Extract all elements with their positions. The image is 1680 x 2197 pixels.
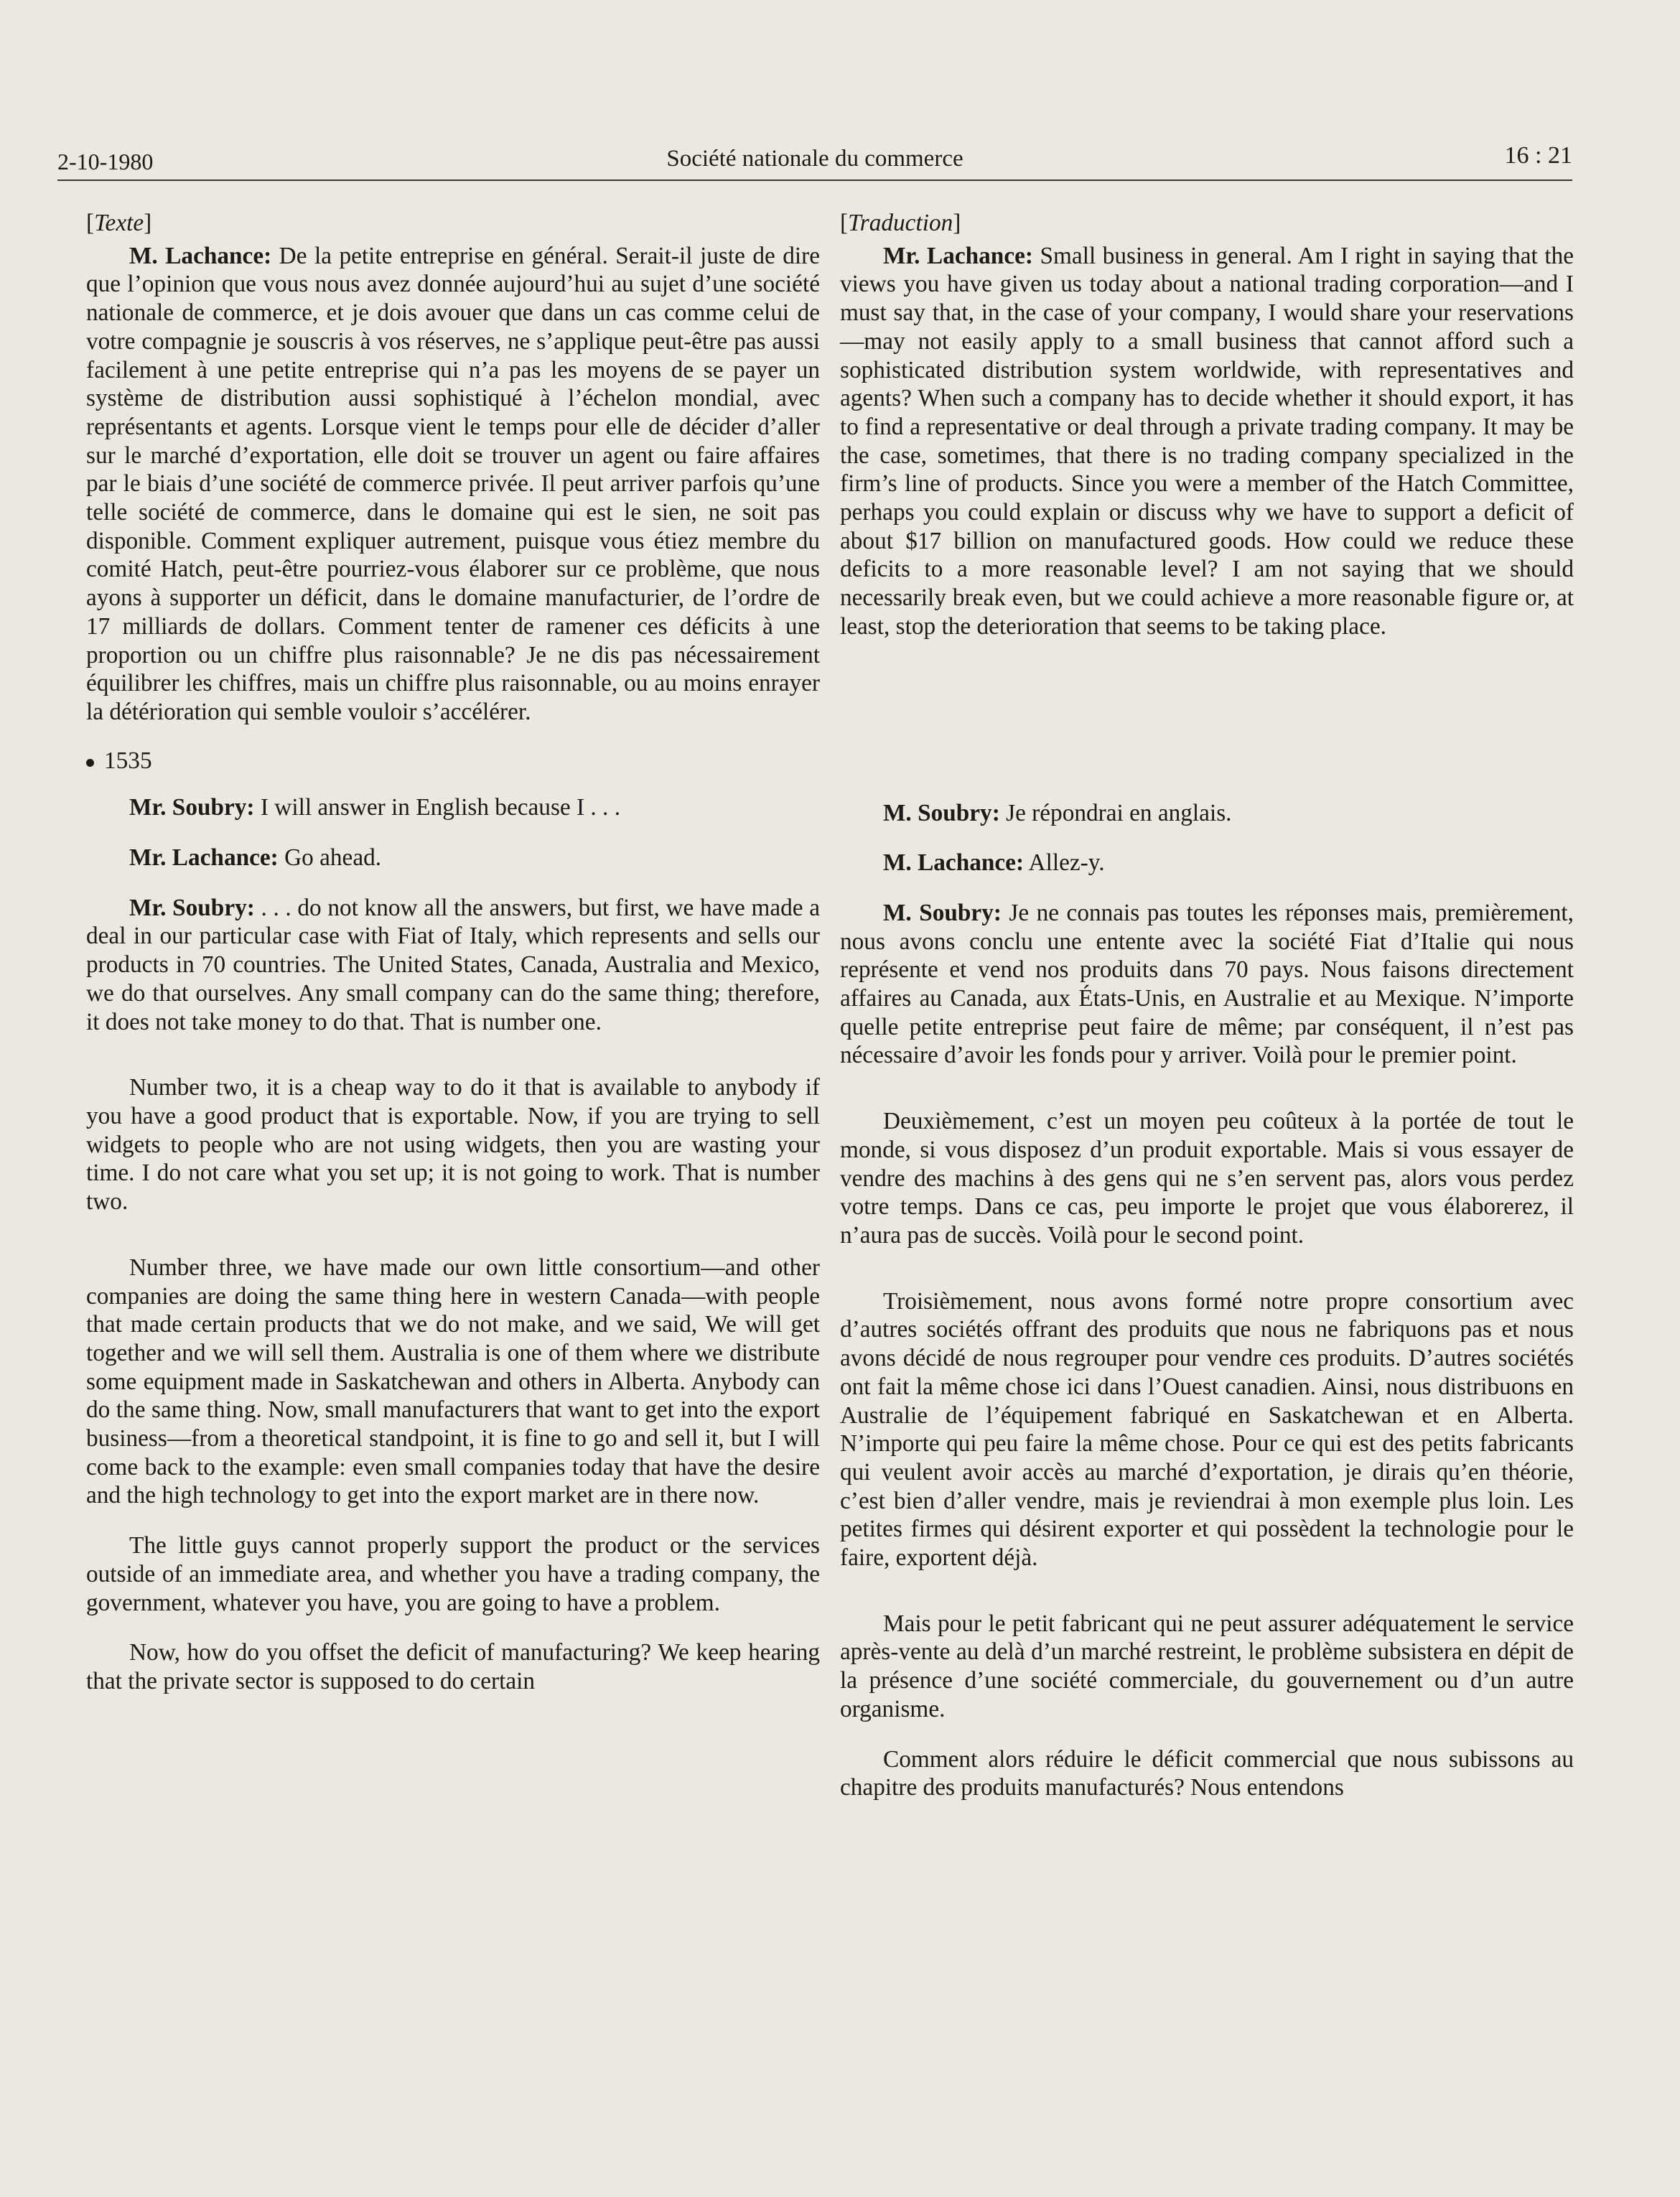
left-column-french: [86, 197, 820, 1696]
paragraph: Troisièmement, nous avons formé notre propre consortium avec d’autres sociétés offrant des produits que nous ne fabriquons pas et nous avons décidé de nous regrouper pour vendre ces produits. D’autres sociétés ont fait la même chose ici dans l’Ouest canadien. Ainsi, nous distribuons en Australie de l’équipement fabriqué en Saskatchewan et en Alberta. N’importe qui peu faire la même chose. Pour ce qui est des petits fabricants qui veulent avoir accès au marché d’exportation, je dirais qu’en théorie, c’est bien d’aller vendre, mais je reviendrai à mon exemple plus loin. Les petites firmes qui désirent exporter et qui possèdent la technologie pour le faire, exportent déjà.: [840, 1287, 1574, 1572]
language-label: [Texte]: [86, 210, 152, 236]
speaker: Mr. Lachance:: [883, 242, 1033, 269]
header-title: Société nationale du commerce: [666, 146, 963, 172]
paragraph: M. Soubry: Je ne connais pas toutes les réponses mais, premièrement, nous avons conclu une entente avec la société Fiat d’Italie qui nous représente et vend nos produits dans 70 pays. Nous faisons directement affaires au Canada, aux États-Unis, en Australie et au Mexique. N’importe quelle petite entreprise peut faire de même; par conséquent, il n’est pas nécessaire d’avoir les fonds pour y arriver. Voilà pour le premier point.: [840, 899, 1574, 1069]
paragraph: Mr. Lachance: Small business in general. Am I right in saying that the views you have given us today about a national trading corporation—and I must say that, in the case of your company, I would share your reservations—may not easily apply to a small business that cannot afford such a sophisticated distribution system worldwide, with representatives and agents? When such a company has to decide whether it should export, it has to find a representative or deal through a private trading company. It may be the case, sometimes, that there is no trading company specialized in the firm’s line of products. Since you were a member of the Hatch Committee, perhaps you could explain or discuss why we have to support a deficit of about $17 billion on manufactured goods. How could we reduce these deficits to a more reasonable level? I am not saying that we should necessarily break even, but we could achieve a more reasonable figure or, at least, stop the deterioration that seems to be taking place.: [840, 242, 1574, 640]
paragraph: Mr. Soubry: I will answer in English because I . . .: [129, 794, 621, 821]
paragraph: Mr. Lachance: Go ahead.: [129, 844, 382, 872]
bullet-icon: [86, 759, 94, 767]
speaker: M. Lachance:: [883, 849, 1025, 877]
paragraph: M. Lachance: De la petite entreprise en général. Serait-il juste de dire que l’opinion que vous nous avez donnée aujourd’hui au sujet d’une société nationale de commerce, et je dois avouer que dans un cas comme celui de votre compagnie je souscris à vos réserves, ne s’applique peut-être pas aussi facilement à une petite entreprise qui n’a pas les moyens de se payer un système de distribution aussi sophistiqué à l’échelon mondial, avec représentants et agents. Lorsque vient le temps pour elle de décider d’aller sur le marché d’exportation, elle doit se trouver un agent ou faire affaires par le biais d’une société de commerce privée. Il peut arriver parfois qu’une telle société de commerce, dans le domaine qui est le sien, ne soit pas disponible. Comment expliquer autrement, puisque vous étiez membre du comité Hatch, peut-être pourriez-vous élaborer sur ce problème, que nous ayons à supporter un déficit, dans le domaine manufacturier, de l’ordre de 17 milliards de dollars. Comment tenter de ramener ces déficits à une proportion ou un chiffre plus raisonnable? Je ne dis pas nécessairement équilibrer les chiffres, mais un chiffre plus raisonnable, ou au moins enrayer la détérioration qui semble vouloir s’accélérer.: [86, 242, 820, 725]
paragraph: Mr. Soubry: . . . do not know all the answers, but first, we have made a deal in our particular case with Fiat of Italy, which represents and sells our products in 70 countries. The United States, Canada, Australia and Mexico, we do that ourselves. Any small company can do the same thing; therefore, it does not take money to do that. That is number one.: [86, 894, 820, 1035]
paragraph: Comment alors réduire le déficit commercial que nous subissons au chapitre des produits manufacturés? Nous entendons: [840, 1745, 1574, 1801]
paragraph: The little guys cannot properly support the product or the services outside of an immediate area, and whether you have a trading company, the government, whatever you have, you are going to have a problem.: [86, 1532, 820, 1616]
language-label: [Traduction]: [840, 210, 961, 236]
speaker: Mr. Soubry:: [129, 794, 255, 821]
speaker: Mr. Soubry:: [129, 894, 255, 921]
paragraph: Number three, we have made our own little consortium—and other companies are doing the same thing here in western Canada—with people that made certain products that we do not make, and we said, We will get together and we will sell them. Australia is one of them where we distribute some equipment made in Saskatchewan and others in Alberta. Anybody can do the same thing. Now, small manufacturers that want to get into the export business—from a theoretical standpoint, it is fine to go and sell it, but I will come back to the example: even small companies today that have the desire and the high technology to get into the export market are in there now.: [86, 1254, 820, 1509]
speaker: M. Lachance:: [129, 242, 272, 269]
page-header: [57, 115, 1572, 181]
speaker: Mr. Lachance:: [129, 844, 279, 872]
paragraph: M. Soubry: Je répondrai en anglais.: [883, 799, 1232, 826]
paragraph: Number two, it is a cheap way to do it that is available to anybody if you have a good product that is exportable. Now, if you are trying to sell widgets to people who are not using widgets, then you are wasting your time. I do not care what you set up; it is not going to work. That is number two.: [86, 1074, 820, 1216]
time-marker: 1535: [86, 747, 798, 775]
paragraph: Mais pour le petit fabricant qui ne peut assurer adéquatement le service après-vente au delà d’un marché restreint, le problème subsistera en dépit de la présence d’une société commerciale, du gouvernement ou d’un autre organisme.: [840, 1610, 1574, 1722]
header-date: 2-10-1980: [57, 149, 154, 174]
speaker: M. Soubry:: [883, 799, 1000, 826]
paragraph: M. Lachance: Allez-y.: [883, 849, 1105, 877]
paragraph: Deuxièmement, c’est un moyen peu coûteux à la portée de tout le monde, si vous disposez d’un produit exportable. Mais si vous essayer de vendre des machins à des gens qui ne s’en servent pas, alors vous perdez votre temps. Dans ce cas, peu importe le projet que vous élaborerez, il n’aura pas de succès. Voilà pour le second point.: [840, 1108, 1574, 1249]
right-column-english: [840, 197, 1574, 1802]
paragraph: Now, how do you offset the deficit of manufacturing? We keep hearing that the private sector is supposed to do certain: [86, 1639, 820, 1694]
speaker: M. Soubry:: [883, 899, 1002, 926]
page-number: 16 : 21: [1504, 142, 1572, 169]
